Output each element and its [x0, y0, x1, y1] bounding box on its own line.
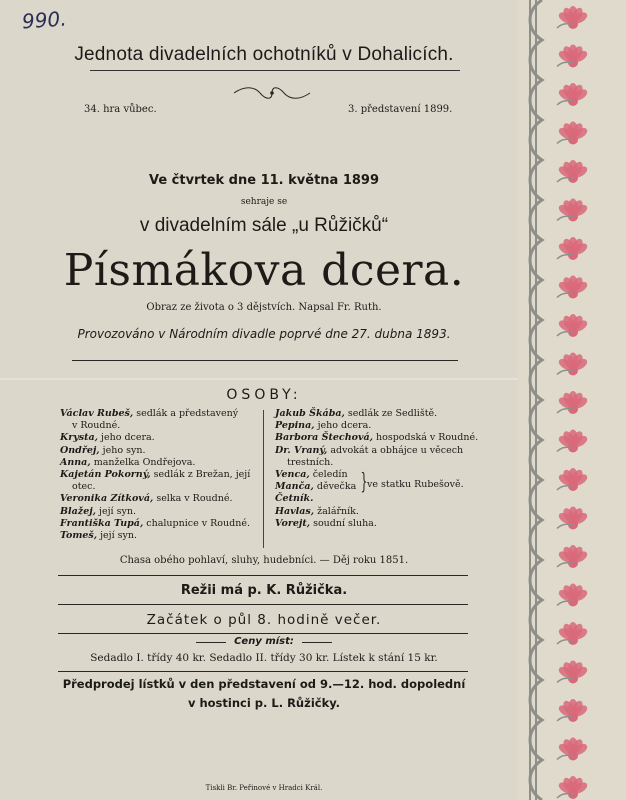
cast-name: Manča,: [275, 481, 314, 493]
cast-name: Blažej,: [60, 505, 96, 517]
cast-name: Tomeš,: [60, 530, 98, 542]
chorus-note: Chasa obého pohlaví, sluhy, hudebníci. — Děj roku 1851.: [119, 555, 409, 566]
cast-role: sedlák z Brežan, její: [153, 469, 251, 481]
cast-name: Barbora Štechová,: [275, 432, 373, 444]
printer-credit: Tiskli Br. Peřinové v Hradci Král.: [205, 784, 323, 792]
cast-column-divider: [263, 410, 264, 548]
play-subtitle: Obraz ze života o 3 dějstvích. Napsal Fr. Ruth.: [146, 302, 382, 313]
cast-role: její syn.: [99, 505, 136, 517]
performance-number: 3. představení 1899.: [348, 104, 453, 115]
cast-entry: [60, 530, 256, 542]
cast-entry: [275, 420, 505, 432]
cast-entry: [275, 493, 505, 505]
cast-name: Anna,: [60, 456, 91, 468]
cast-role: chalupnice v Roudné.: [146, 517, 250, 529]
play-number: 34. hra vůbec.: [84, 104, 157, 115]
cast-list-right: [275, 408, 505, 530]
cast-role: manželka Ondřejova.: [93, 456, 196, 468]
cast-name: Kajetán Pokorný,: [60, 469, 151, 481]
cast-name: Havlas,: [275, 505, 315, 517]
cast-entry: [60, 432, 256, 444]
handwritten-catalog-number: 990.: [21, 6, 68, 34]
brace-note: ve statku Rubešově.: [367, 479, 464, 490]
cast-entry: [275, 518, 505, 530]
cast-entry: [60, 493, 256, 505]
divider-rule: [58, 633, 468, 634]
divider-rule: [58, 575, 468, 576]
ornament-flourish: [230, 84, 314, 102]
cast-name: Venca,: [275, 469, 310, 481]
prices-line: Sedadlo I. třídy 40 kr. Sedadlo II. třídy 30 kr. Lístek k stání 15 kr.: [90, 652, 438, 664]
date-line: Ve čtvrtek dne 11. května 1899: [148, 173, 380, 188]
cast-entry: [60, 408, 256, 420]
presale-line-1: Předprodej lístků v den představení od 9.—12. hod. dopolední: [62, 677, 466, 691]
society-underline: [90, 70, 460, 71]
cast-heading: OSOBY:: [226, 387, 302, 403]
cast-role: selka v Roudné.: [156, 493, 233, 505]
cast-role: čeledín: [312, 469, 348, 481]
decorative-floral-border: [518, 0, 626, 800]
price-dash-right: [302, 642, 332, 643]
premiere-note: Provozováno v Národním divadle poprvé dne 27. dubna 1893.: [77, 327, 451, 341]
cast-role: děvečka: [316, 481, 357, 493]
cast-entry: [60, 481, 256, 493]
play-title: Písmákova dcera.: [63, 245, 465, 296]
cast-role: v Roudné.: [72, 420, 121, 432]
cast-name: Vorejt,: [275, 517, 311, 529]
brace-mark: }: [360, 470, 368, 495]
cast-entry: [275, 432, 505, 444]
cast-list-left: [60, 408, 256, 542]
cast-role: advokát a obhájce u věcech: [330, 444, 464, 456]
director-line: Režii má p. K. Růžička.: [180, 583, 348, 598]
cast-name: Františka Tupá,: [60, 517, 144, 529]
society-heading: Jednota divadelních ochotníků v Dohalicích.: [74, 44, 454, 65]
cast-role: sedlák a představený: [136, 408, 239, 419]
cast-entry: [275, 457, 505, 469]
cast-entry: [60, 469, 256, 481]
cast-entry: [60, 518, 256, 530]
cast-entry: [60, 445, 256, 457]
divider-rule: [58, 604, 468, 605]
prices-heading: Ceny míst:: [234, 636, 294, 647]
venue-line: v divadelním sále „u Růžičků“: [139, 215, 389, 236]
cast-name: Ondřej,: [60, 444, 100, 456]
cast-entry: [60, 506, 256, 518]
cast-role: jeho syn.: [102, 444, 146, 456]
cast-entry: [60, 420, 256, 432]
cast-name: Četník.: [275, 493, 314, 505]
cast-role: její syn.: [100, 530, 138, 542]
cast-name: Krysta,: [60, 432, 98, 444]
cast-name: Veronika Zítková,: [60, 493, 154, 505]
cast-role: soudní sluha.: [313, 517, 377, 529]
cast-entry: [275, 408, 505, 420]
cast-entry: [275, 445, 505, 457]
cast-role: jeho dcera.: [317, 420, 372, 432]
divider-rule: [72, 360, 458, 361]
cast-role: žalářník.: [317, 505, 359, 517]
cast-role: hospodská v Roudné.: [375, 432, 479, 444]
cast-name: Jakub Škába,: [275, 408, 345, 419]
cast-role: jeho dcera.: [101, 432, 155, 444]
cast-name: Dr. Vraný,: [275, 444, 328, 456]
cast-entry: [60, 457, 256, 469]
start-time: Začátek o půl 8. hodině večer.: [146, 612, 382, 628]
cast-role: otec.: [72, 481, 96, 493]
divider-rule: [58, 671, 468, 672]
cast-role: trestních.: [287, 456, 334, 468]
presale-line-2: v hostinci p. L. Růžičky.: [187, 696, 341, 710]
cast-name: Václav Rubeš,: [60, 408, 134, 419]
perform-word: sehraje se: [240, 197, 288, 207]
cast-entry: [275, 506, 505, 518]
cast-name: Pepina,: [275, 420, 315, 432]
cast-role: sedlák ze Sedliště.: [347, 408, 438, 419]
